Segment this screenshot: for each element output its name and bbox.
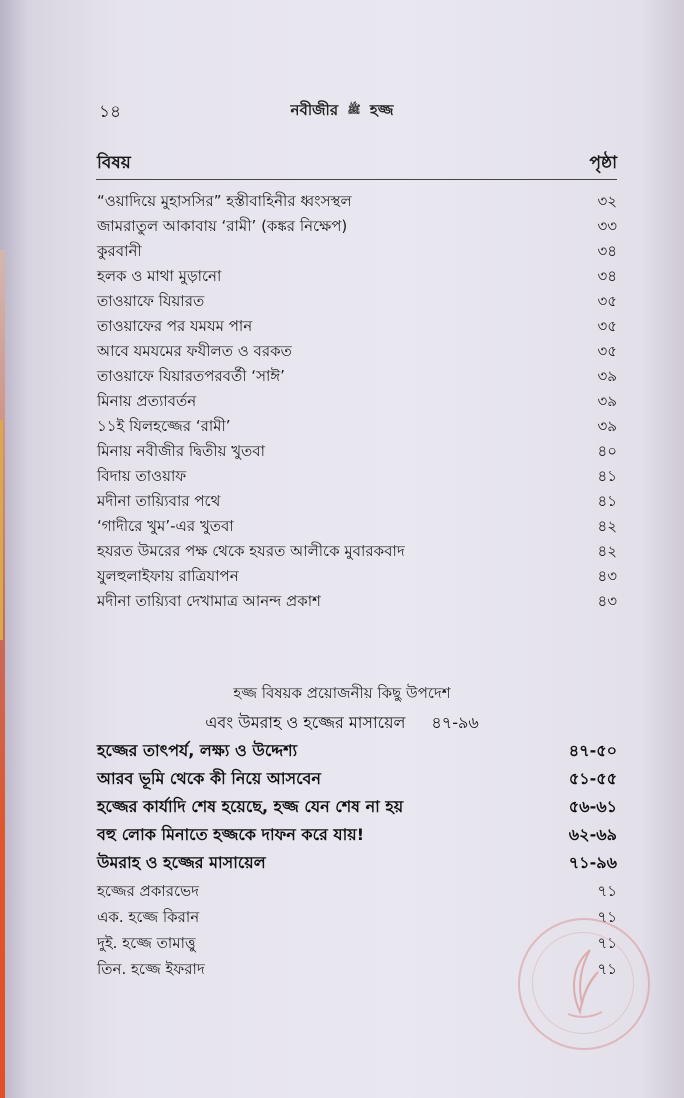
toc-section-entry [97,766,617,792]
section-heading-line2 [0,710,684,737]
toc-entry [97,288,617,314]
header-rule [96,179,617,180]
toc-entry-title: হযরত উমরের পক্ষ থেকে হযরত আলীকে মুবারকবাদ [97,542,405,560]
toc-section-entry [97,794,617,820]
toc-entry-page: ৩৫ [597,342,617,360]
toc-entry-page: ৩৩ [597,217,617,235]
running-title-left: নবীজীর [290,101,339,119]
toc-entry-title: তিন. হজ্জে ইফরাদ [97,960,205,978]
toc-entry-title: মদীনা তায়্যিবার পথে [97,492,221,510]
toc-entry [97,538,617,564]
toc-entry [97,488,617,514]
toc-entry-title: বিদায় তাওয়াফ [97,467,187,485]
toc-entry-page: ৪৩ [597,567,617,585]
toc-entry-page: ৫৬-৬১ [568,797,617,816]
toc-entry-page: ৩৯ [597,392,617,410]
section-heading-page-range: ৪৭-৯৬ [431,713,479,732]
toc-entry-page: ৪১ [597,467,617,485]
toc-entry [97,513,617,539]
toc-entry-page: ৩৪ [597,242,617,260]
toc-entry-page: ৩৯ [597,367,617,385]
toc-entry-page: ৪২ [597,517,617,535]
toc-entry [97,413,617,439]
running-title-right: হজ্জ [369,101,394,119]
toc-entry-title: তাওয়াফে যিয়ারত [97,292,205,310]
toc-entry-title: তাওয়াফের পর যমযম পান [97,317,253,335]
toc-entry [97,263,617,289]
toc-entry-page: ৪৩ [597,592,617,610]
toc-entry-page: ৬২-৬৯ [568,825,617,844]
page-number: ১৪ [99,102,122,122]
toc-entry-title: দুই. হজ্জে তামাত্তু [97,934,196,952]
toc-entry-page: ৫১-৫৫ [568,769,617,788]
toc-entry-title: হজ্জের প্রকারভেদ [97,882,200,900]
toc-entry-title: মিনায় প্রত্যাবর্তন [97,392,197,410]
toc-section-entry [97,822,617,848]
section-heading-line1: হজ্জ বিষয়ক প্রয়োজনীয় কিছু উপদেশ [233,684,451,702]
toc-entry [97,188,617,214]
toc-section-entry [97,850,617,876]
toc-entry-title: বহু লোক মিনাতে হজ্জকে দাফন করে যায়! [97,825,364,844]
toc-entry-title: ১১ই যিলহজ্জের ‘রামী’ [97,417,231,435]
toc-entry [97,313,617,339]
toc-entry-page: ৭১ [597,908,617,926]
toc-entry-page: ৪১ [597,492,617,510]
toc-entry-page: ৩৫ [597,292,617,310]
toc-section-entry [97,738,617,764]
toc-entry [97,213,617,239]
toc-entry-title: হজ্জের তাৎপর্য, লক্ষ্য ও উদ্দেশ্য [97,741,298,760]
toc-entry-page: ৪২ [597,542,617,560]
toc-entry-title: হজ্জের কার্যাদি শেষ হয়েছে, হজ্জ যেন শেষ না হয় [97,797,404,816]
toc-entry [97,363,617,389]
toc-entry-page: ৭১-৯৬ [568,853,617,872]
toc-entry-title: মদীনা তায়্যিবা দেখামাত্র আনন্দ প্রকাশ [97,592,321,610]
toc-entry-title: “ওয়াদিয়ে মুহাসসির” হস্তীবাহিনীর ধ্বংসস্থল [97,192,352,210]
toc-entry [97,588,617,614]
toc-entry-title: জামরাতুল আকাবায় ‘রামী’ (কঙ্কর নিক্ষেপ) [97,217,348,235]
toc-entry-page: ৭১ [597,960,617,978]
toc-section-entry [97,878,617,904]
subject-column-label: বিষয় [97,153,131,173]
toc-entry-page: ৩৯ [597,417,617,435]
page-edge-yellow [0,420,3,640]
toc-entry [97,463,617,489]
section-heading-text: এবং উমরাহ ও হজ্জের মাসায়েল [205,713,406,732]
toc-entry [97,563,617,589]
toc-entry-title: আবে যমযমের ফযীলত ও বরকত [97,342,292,360]
page-header [0,95,684,125]
page-edge-red [0,250,5,1098]
toc-entry-title: হলক ও মাথা মুড়ানো [97,267,222,285]
toc-entry [97,338,617,364]
page-column-label: পৃষ্ঠা [589,153,617,173]
toc-entry-title: কুরবানী [97,242,142,260]
toc-entry-page: ৭১ [597,934,617,952]
toc-entry-title: যুলহুলাইফায় রাত্রিযাপন [97,567,239,585]
toc-entry-page: ৩৫ [597,317,617,335]
toc-column-header [97,150,617,180]
toc-entry-title: এক. হজ্জে কিরান [97,908,200,926]
toc-entry-page: ৪৭-৫০ [568,741,617,760]
toc-entry-title: তাওয়াফে যিয়ারতপরবর্তী ‘সাঈ’ [97,367,285,385]
toc-entry [97,238,617,264]
toc-entry [97,438,617,464]
toc-entry-title: উমরাহ ও হজ্জের মাসায়েল [97,853,266,872]
toc-entry-title: মিনায় নবীজীর দ্বিতীয় খুতবা [97,442,266,460]
toc-entry-page: ৪০ [597,442,617,460]
toc-entry [97,388,617,414]
salutation-seal-icon: ﷺ [347,102,361,116]
toc-entry-page: ৩২ [597,192,617,210]
toc-entry-title: আরব ভূমি থেকে কী নিয়ে আসবেন [97,769,321,788]
running-title [0,99,684,124]
toc-entry-title: ‘গাদীরে খুম’-এর খুতবা [97,517,234,535]
toc-entry-page: ৩৪ [597,267,617,285]
toc-entry-page: ৭১ [597,882,617,900]
quill-glyph [520,920,648,1048]
quill-stamp-icon [518,918,650,1050]
